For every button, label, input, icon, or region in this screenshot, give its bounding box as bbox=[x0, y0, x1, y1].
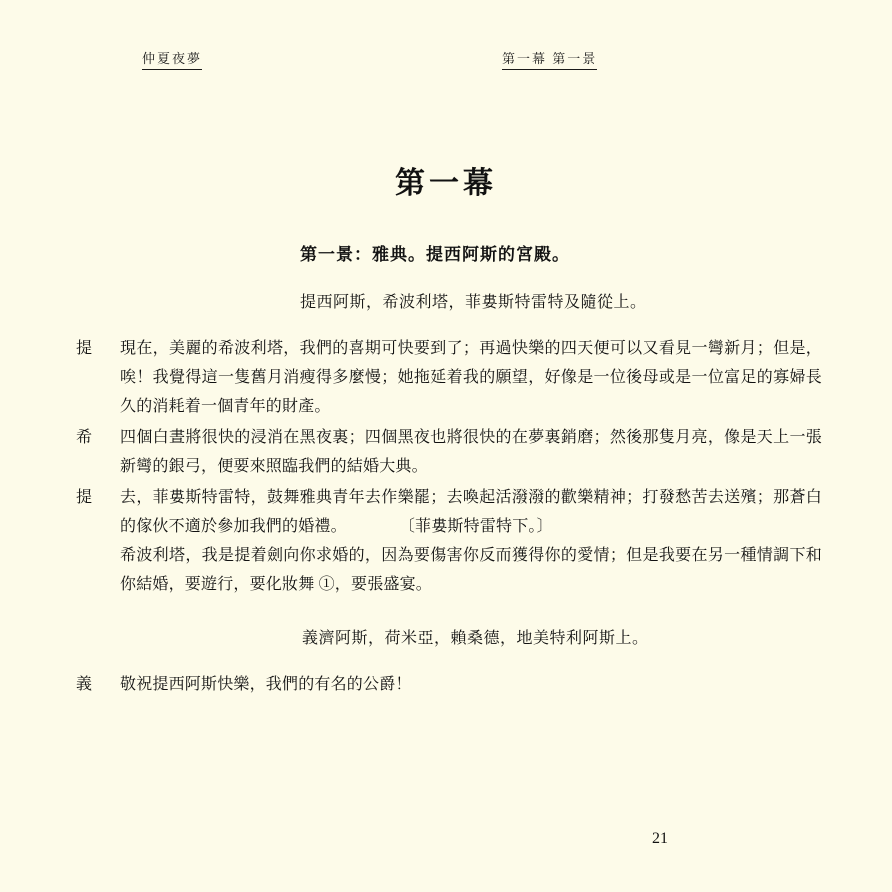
dialogue-line bbox=[70, 483, 822, 599]
dialogue-line bbox=[70, 670, 822, 699]
entrance-stage-direction: 提西阿斯，希波利塔，菲婁斯特雷特及隨從上。 bbox=[300, 294, 647, 311]
inline-stage-direction: 〔菲婁斯特雷特下。〕 bbox=[406, 518, 553, 535]
scene-title: 第一景：雅典。提西阿斯的宮殿。 bbox=[300, 245, 570, 264]
speaker-label: 義 bbox=[76, 676, 93, 693]
act-title: 第一幕 bbox=[395, 167, 497, 200]
speaker-label: 提 bbox=[76, 340, 93, 357]
speech-continuation: 希波利塔，我是提着劍向你求婚的，因為要傷害你反而獲得你的愛情；但是我要在另一種情調下和你結婚，要遊行，要化妝舞 ①，要張盛宴。 bbox=[120, 547, 822, 593]
speech-text: 現在，美麗的希波利塔，我們的喜期可快要到了；再過快樂的四天便可以又看見一彎新月；但是，唉！我覺得這一隻舊月消瘦得多麼慢；她拖延着我的願望，好像是一位後母或是一位富足的寡婦長久的消耗着一個青年的財產。 bbox=[120, 340, 822, 415]
running-head bbox=[70, 48, 822, 82]
speech-text-group bbox=[120, 483, 822, 599]
page-number: 21 bbox=[652, 830, 668, 847]
speaker-label: 希 bbox=[76, 429, 93, 446]
running-head-book-title: 仲夏夜夢 bbox=[142, 48, 202, 70]
speech-text: 敬祝提西阿斯快樂，我們的有名的公爵！ bbox=[120, 676, 412, 693]
speaker-label: 提 bbox=[76, 489, 93, 506]
speech-text: 去，菲婁斯特雷特，鼓舞雅典青年去作樂罷；去喚起活潑潑的歡樂精神；打發愁苦去送殯；那蒼白的傢伙不適於參加我們的婚禮。 bbox=[120, 489, 822, 535]
mid-stage-direction: 義濟阿斯，荷米亞，賴桑德，地美特利阿斯上。 bbox=[302, 630, 649, 647]
dialogue-block bbox=[70, 334, 822, 599]
dialogue-line bbox=[70, 423, 822, 481]
dialogue-line bbox=[70, 334, 822, 421]
speech-text: 四個白晝將很快的浸消在黑夜裏；四個黑夜也將很快的在夢裏銷磨；然後那隻月亮，像是天上一張新彎的銀弓，便要來照臨我們的結婚大典。 bbox=[120, 429, 822, 475]
running-head-act-scene: 第一幕 第一景 bbox=[502, 48, 597, 70]
dialogue-block-final bbox=[70, 670, 822, 699]
